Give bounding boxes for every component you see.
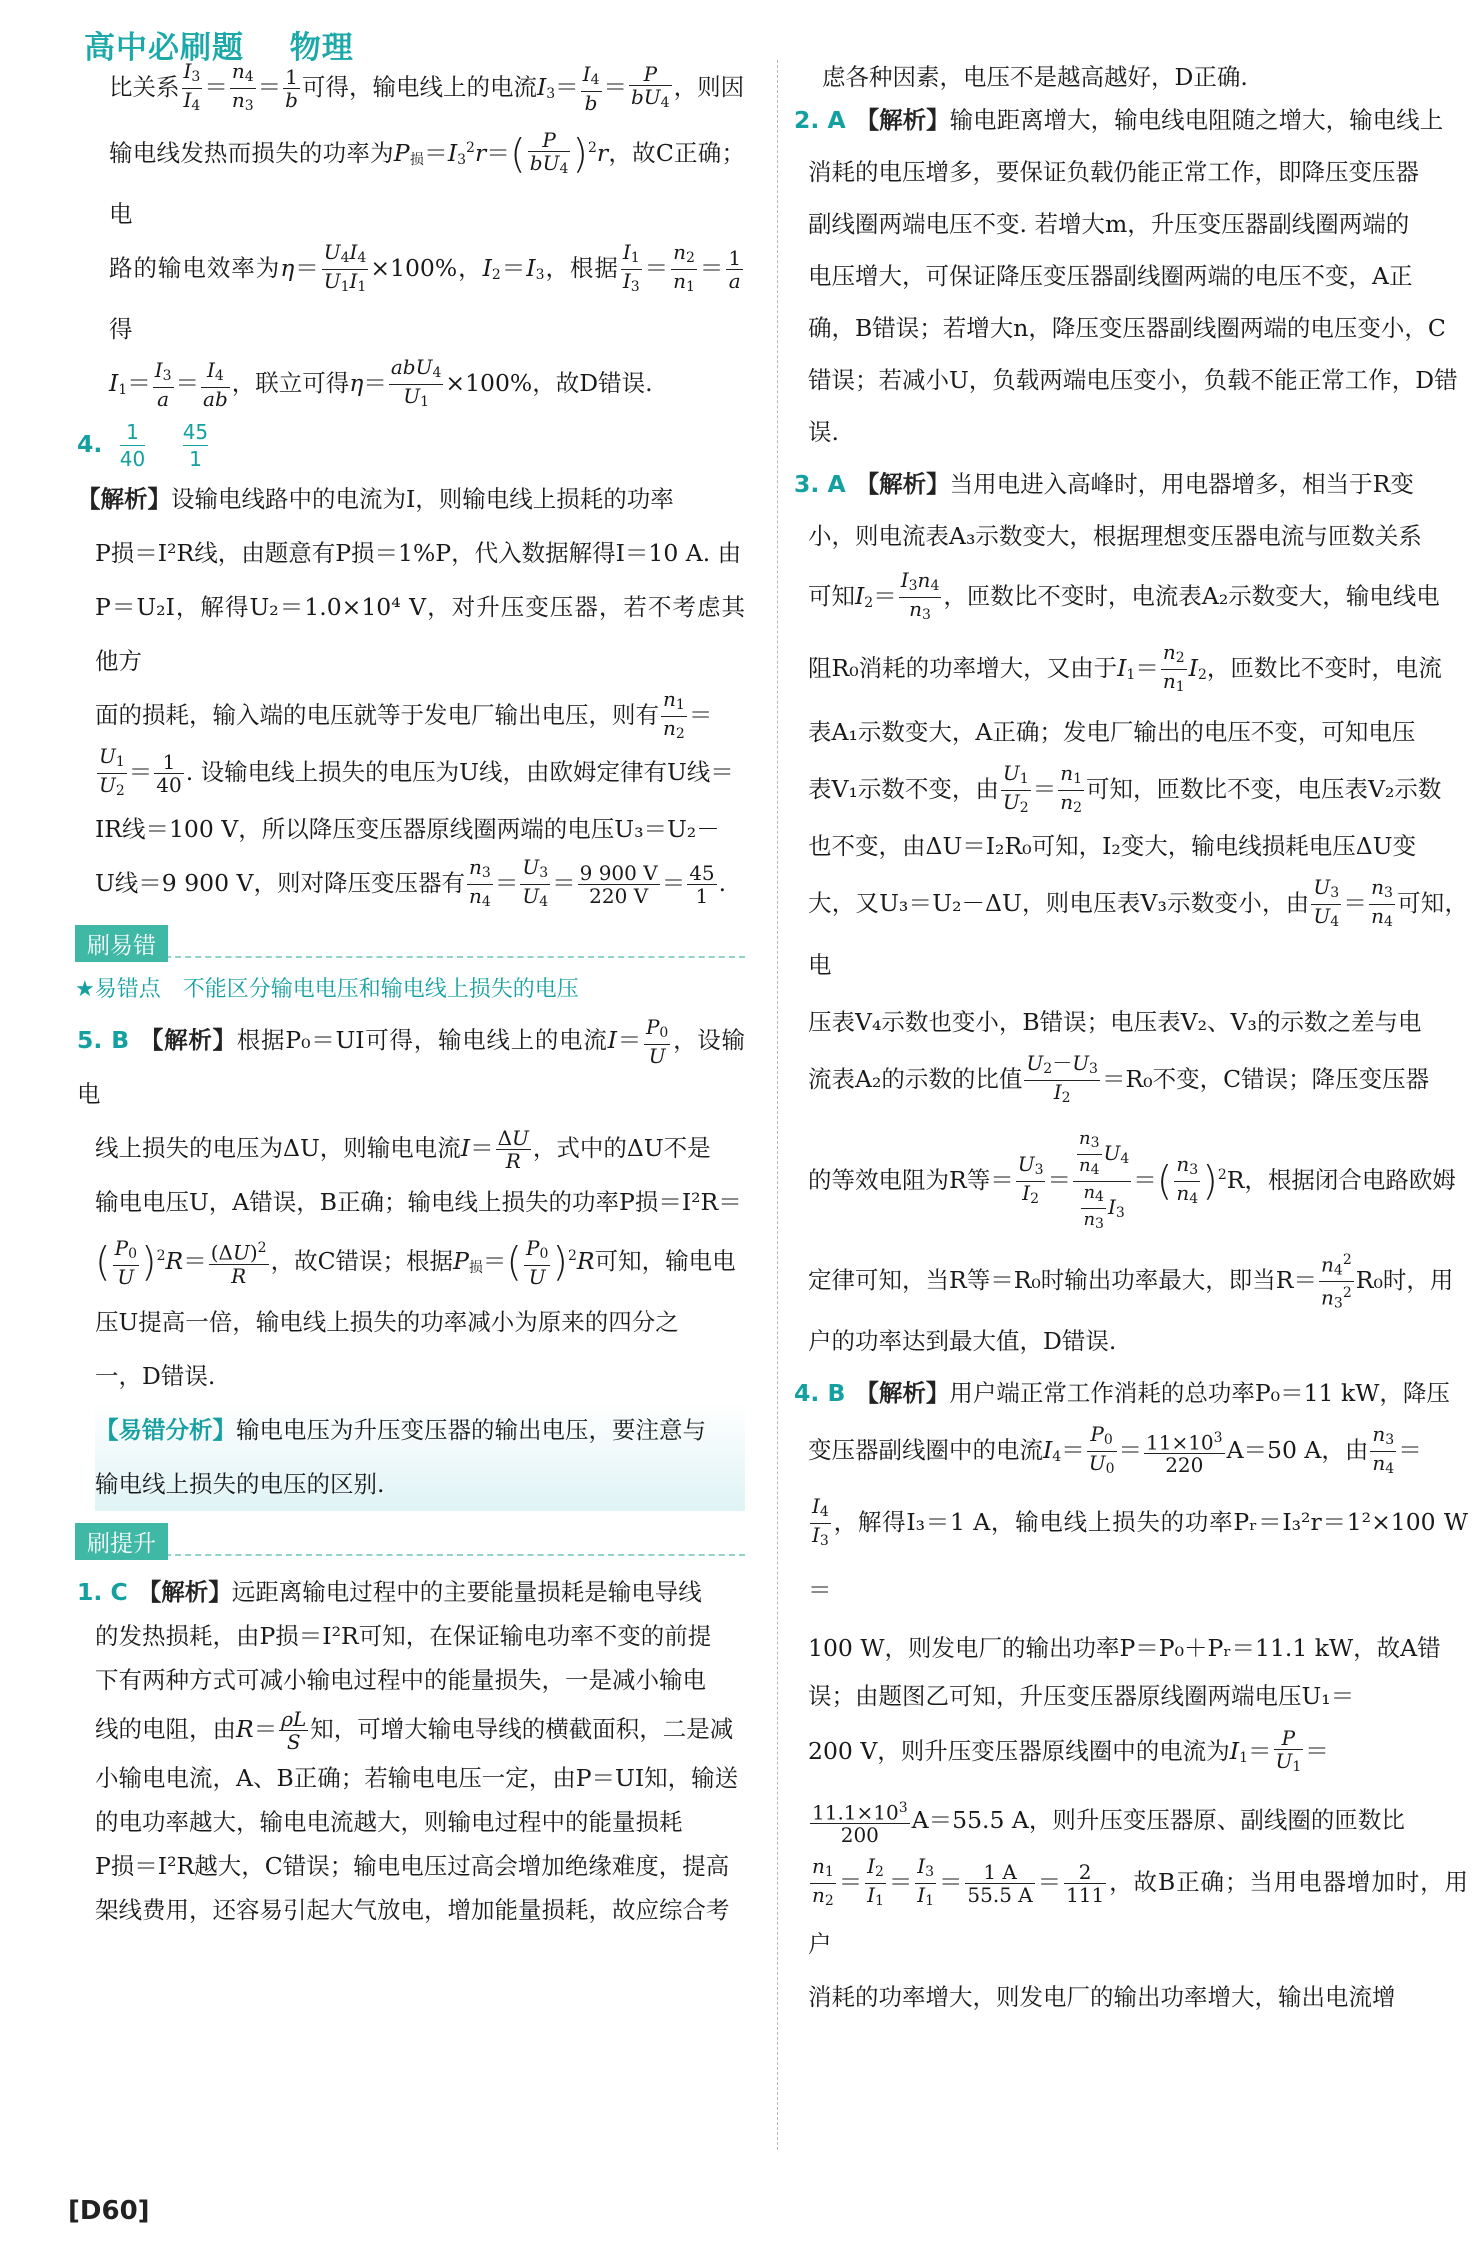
text-line: 可知$I_2=$ $\frac{I_3n_4}{n_3}$ ，匝数比不变时，电流表A₂示数变大，输电线电 (808, 562, 1468, 637)
page-number: [D60] (68, 2196, 150, 2226)
text-line: P损＝I²R线，由题意有P损＝1%P，代入数据解得I＝10 A. 由 (95, 538, 742, 567)
text-line: 的等效电阻为R等＝ $\frac{U_3}{I_2}$ ＝ $\frac{n_3}{n_4}$ $U_4$ $\frac{n_4}{n_3}$ $I_3$ ＝( $\frac{n_3}{n_4}$ )$^2$R，根据闭合电路欧姆 (808, 1110, 1468, 1246)
text-line: 100 W，则发电厂的输出功率P＝P₀＋Pᵣ＝11.1 kW，故A错 (808, 1633, 1441, 1662)
text-line: 变压器副线圈中的电流$I_4=$ $\frac{P_0}{U_0}$ ＝ $\frac{11\times 10^3}{220}$ A＝50 A，由 $\frac{n_3}{n_4}$ ＝ (808, 1419, 1468, 1488)
subject-title: 物理 (289, 30, 354, 66)
column-divider (777, 60, 778, 2150)
text-line: 的发热损耗，由P损＝I²R可知，在保证输电功率不变的前提 (95, 1621, 712, 1650)
text-line: 压U提高一倍，输电线上损失的功率减小为原来的四分之 (95, 1307, 679, 1336)
book-title: 高中必刷题 (84, 30, 244, 66)
text-line: 架线费用，还容易引起大气放电，增加能量损耗，故应综合考 (95, 1895, 730, 1924)
text-line: 表V₁示数不变，由 $\frac{U_1}{U_2}$ ＝ $\frac{n_1}{n_2}$ 可知，匝数比不变，电压表V₂示数 (808, 758, 1468, 820)
text-line: 也不变，由ΔU＝I₂R₀可知，I₂变大，输电线损耗电压ΔU变 (808, 832, 1417, 860)
mistake-analysis-box (95, 1403, 745, 1511)
text-line: 1. C 【解析】远距离输电过程中的主要能量损耗是输电导线 (77, 1577, 702, 1606)
section-label-improve: 刷提升 (75, 1523, 168, 1560)
section-rule (165, 1554, 745, 1556)
text-line: 小输电电流，A、B正确；若输电电压一定，由P＝UI知，输送 (95, 1763, 739, 1792)
text-line: $\frac{U_1}{U_2}$ ＝ $\frac{1}{40}$ . 设输电线上损失的电压为U线，由欧姆定律有U线＝ (95, 745, 745, 802)
text-line: 比关系 $\frac{I_3}{I_4}$ ＝ $\frac{n_4}{n_3}$ ＝ $\frac{1}{b}$ 可得，输电线上的电流$I_3=$ $\frac{I_4}{b}$ ＝ $\frac{P}{bU_4}$ ，则因 (109, 59, 745, 115)
text-line: 2. A 【解析】输电距离增大，输电线电阻随之增大，输电线上 (794, 106, 1444, 134)
text-line: 阻R₀消耗的功率增大，又由于$I_1=$ $\frac{n_2}{n_1}$ $I_2$，匝数比不变时，电流 (808, 637, 1468, 706)
text-line: $\frac{I_4}{I_3}$ ，解得I₃＝1 A，输电线上损失的功率Pᵣ＝I₃²r＝1²×100 W＝ (808, 1493, 1468, 1604)
text-line: 定律可知，当R等＝R₀时输出功率最大，即当R＝ $\frac{n_4^2}{n_3^2}$ R₀时，用 (808, 1246, 1468, 1315)
right-column (794, 60, 1469, 2165)
text-line: 消耗的功率增大，则发电厂的输出功率增大，输出电流增 (808, 1982, 1396, 2011)
text-line: 大，又U₃＝U₂－ΔU，则电压表V₃示数变小，由 $\frac{U_3}{U_4}$ ＝ $\frac{n_3}{n_4}$ 可知，电 (808, 875, 1469, 979)
text-line: $\frac{11.1\times 10^3}{200}$ A＝55.5 A，则升压变压器原、副线圈的匝数比 (812, 1799, 1405, 1848)
text-line: 误. (808, 418, 839, 446)
text-line: 副线圈两端电压不变. 若增大m，升压变压器副线圈两端的 (808, 210, 1410, 238)
text-line: 虑各种因素，电压不是越高越好，D正确. (822, 63, 1248, 91)
text-line: 流表A₂的示数的比值 $\frac{U_2-U_3}{I_2}$ ＝R₀不变，C错误；降压变压器 (808, 1048, 1468, 1110)
text-line: P损＝I²R越大，C错误；输电电压过高会增加绝缘难度，提高 (95, 1851, 730, 1880)
text-line: 表A₁示数变大，A正确；发电厂输出的电压不变，可知电压 (808, 718, 1416, 746)
text-line: 压表V₄示数也变小，B错误；电压表V₂、V₃的示数之差与电 (808, 1008, 1422, 1036)
text-line: 3. A 【解析】当用电进入高峰时，用电器增多，相当于R变 (794, 470, 1414, 498)
text-line: 一，D错误. (95, 1361, 216, 1390)
section-rule (165, 956, 745, 958)
text-line: U线＝9 900 V，则对降压变压器有 $\frac{n_3}{n_4}$ ＝ $\frac{U_3}{U_4}$ ＝ $\frac{9 900 V}{220 V}$ ＝ $\frac{45}{1}$ . (95, 856, 745, 913)
text-line: 户的功率达到最大值，D错误. (808, 1326, 1117, 1355)
text-line: P＝U₂I，解得U₂＝1.0×10⁴ V，对升压变压器，若不考虑其他方 (95, 592, 745, 675)
text-line: 路的输电效率为η＝ $\frac{U_4I_4}{U_1I_1}$ ×100%，$I_2=I_3$，根据 $\frac{I_1}{I_3}$ ＝ $\frac{n_2}{n_1}$ ＝ $\frac{1}{a}$ 得 (109, 239, 742, 343)
text-line: 小，则电流表A₃示数变大，根据理想变压器电流与匝数关系 (808, 522, 1422, 550)
text-line: ( $\frac{P_0}{U}$ )$^2$R＝ $\frac{(\Delta U)^2}{R}$ ，故C错误；根据$P_损=$( $\frac{P_0}{U}$ )$^2$R可知，输电电 (95, 1235, 736, 1289)
text-line: 【解析】设输电线路中的电流为I，则输电线上损耗的功率 (77, 484, 674, 513)
text-line: 输电电压U，A错误，B正确；输电线上损失的功率P损＝I²R＝ (95, 1187, 742, 1216)
text-line: 误；由题图乙可知，升压变压器原线圈两端电压U₁＝ (808, 1681, 1355, 1710)
question-4-answer: 4. $\frac{1}{40}$ $\frac{45}{1}$ (77, 419, 209, 471)
text-line: 确，B错误；若增大n，降压变压器副线圈两端的电压变小，C (808, 314, 1446, 342)
text-line: 【易错分析】输电电压为升压变压器的输出电压，要注意与 (95, 1415, 706, 1444)
text-line: 线上损失的电压为ΔU，则输电电流I＝ $\frac{\Delta U}{R}$ ，式中的ΔU不是 (95, 1125, 711, 1173)
left-column (75, 59, 746, 2165)
section-label-mistakes: 刷易错 (75, 925, 168, 962)
text-line: 消耗的电压增多，要保证负载仍能正常工作，即降压变压器 (808, 158, 1419, 186)
text-line: 错误；若减小U，负载两端电压变小，负载不能正常工作，D错 (808, 366, 1458, 394)
text-line: 线的电阻，由R＝ $\frac{\rho L}{S}$ 知，可增大输电导线的横截面积，二是减 (95, 1706, 734, 1754)
text-line: 4. B 【解析】用户端正常工作消耗的总功率P₀＝11 kW，降压 (794, 1378, 1450, 1407)
text-line: 200 V，则升压变压器原线圈中的电流为$I_1=$ $\frac{P}{U_1}$ ＝ (808, 1720, 1468, 1789)
text-line: 面的损耗，输入端的电压就等于发电厂输出电压，则有 $\frac{n_1}{n_2}$ ＝ (95, 688, 745, 745)
text-line: $\frac{n_1}{n_2}$ ＝ $\frac{I_2}{I_1}$ ＝ $\frac{I_3}{I_1}$ ＝ $\frac{1 A}{55.5 A}$ ＝ $\frac{2}{111}$ ，故B正确；当用电器增加时，用户 (808, 1853, 1469, 1958)
text-line: 电压增大，可保证降压变压器副线圈两端的电压不变，A正 (808, 262, 1413, 290)
text-line: $I_1=$ $\frac{I_3}{a}$ ＝ $\frac{I_4}{ab}$ ，联立可得η＝ $\frac{abU_4}{U_1}$ ×100%，故D错误. (109, 354, 653, 411)
text-line: IR线＝100 V，所以降压变压器原线圈两端的电压U₃＝U₂－ (95, 814, 720, 843)
mistake-point-heading: ★易错点 不能区分输电电压和输电线上损失的电压 (75, 976, 579, 1002)
text-line: 的电功率越大，输电电流越大，则输电过程中的能量损耗 (95, 1807, 683, 1836)
text-line: 输电线上损失的电压的区别. (95, 1469, 385, 1498)
text-line: 下有两种方式可减小输电过程中的能量损失，一是减小输电 (95, 1665, 706, 1694)
text-line: 输电线发热而损失的功率为$P_损=I_3^2r=$( $\frac{P}{bU_4}$ )$^2$r，故C正确；电 (109, 127, 746, 228)
text-line: 5. B 【解析】根据P₀＝UI可得，输电线上的电流I＝ $\frac{P_0}{U}$ ，设输电 (77, 1014, 746, 1108)
